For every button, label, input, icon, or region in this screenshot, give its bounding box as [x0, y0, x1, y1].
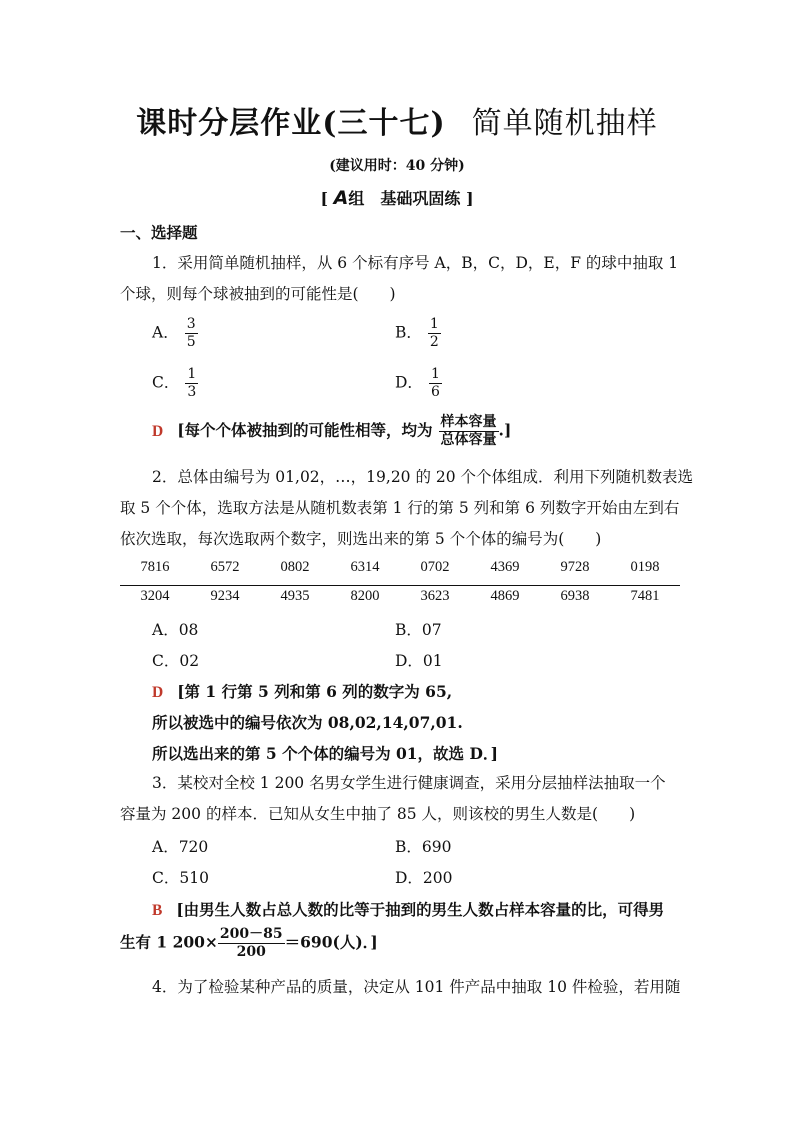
page-title: [0, 98, 794, 142]
table-cell: 4369: [490, 559, 520, 575]
q2-option-c: C．02: [152, 652, 200, 670]
table-cell: 0702: [420, 559, 450, 575]
q1-line1: 1．采用简单随机抽样，从 6 个标有序号 A，B，C，D，E，F 的球中抽取 1: [152, 254, 679, 272]
table-cell: 7481: [630, 588, 660, 604]
group-heading: [ A组 基础巩固练 ]: [320, 187, 474, 209]
q3-line1: 3．某校对全校 1 200 名男女学生进行健康调查，采用分层抽样法抽取一个: [152, 774, 666, 792]
q3-answer: B: [152, 902, 163, 919]
table-cell: 0198: [630, 559, 660, 575]
table-cell: 6314: [350, 559, 380, 575]
table-cell: 8200: [350, 588, 380, 604]
q3-option-b: B．690: [395, 838, 452, 856]
group-badge: A: [333, 187, 349, 209]
table-cell: 4869: [490, 588, 520, 604]
q1-option-c: C． $\frac{1}{3}$: [152, 366, 197, 400]
table-cell: 9728: [560, 559, 590, 575]
q2-explanation-3: 所以选出来的第 5 个个体的编号为 01，故选 D．]: [152, 744, 498, 763]
q1-option-d: D． $\frac{1}{6}$: [395, 366, 440, 400]
q2-explanation-2: 所以被选中的编号依次为 08,02,14,07,01.: [152, 713, 463, 732]
table-cell: 3623: [420, 588, 450, 604]
table-cell: 6572: [210, 559, 240, 575]
table-divider: [120, 585, 680, 586]
q3-option-a: A．720: [152, 838, 209, 856]
table-cell: 4935: [280, 588, 310, 604]
q1-line2: 个球，则每个球被抽到的可能性是( ): [120, 285, 396, 303]
q1-explanation: D [每个个体被抽到的可能性相等，均为 $\frac{\text{样本容量}}{\text{总体容量}}$ .]: [152, 414, 512, 448]
time-hint: (建议用时：40 分钟): [329, 158, 465, 174]
q3-line2: 容量为 200 的样本．已知从女生中抽了 85 人，则该校的男生人数是( ): [120, 805, 636, 823]
q1-option-b: B． $\frac{1}{2}$: [395, 316, 439, 350]
q2-line3: 依次选取，每次选取两个数字，则选出来的第 5 个个体的编号为( ): [120, 530, 602, 548]
q2-option-a: A．08: [152, 621, 199, 639]
table-cell: 7816: [140, 559, 170, 575]
q3-explanation-2: 生有 1 200× $\frac{200-85}{200}$ ＝690(人)．]: [120, 926, 378, 960]
q3-explanation-1: B [由男生人数占总人数的比等于抽到的男生人数占样本容量的比，可得男: [152, 900, 665, 919]
q3-option-c: C．510: [152, 869, 209, 887]
q2-answer: D: [152, 684, 164, 701]
q3-option-d: D．200: [395, 869, 453, 887]
q1-option-a: A． $\frac{3}{5}$: [152, 316, 196, 350]
q4-line1: 4．为了检验某种产品的质量，决定从 101 件产品中抽取 10 件检验，若用随: [152, 978, 681, 996]
q2-option-d: D．01: [395, 652, 443, 670]
table-cell: 3204: [140, 588, 170, 604]
table-cell: 0802: [280, 559, 310, 575]
q2-explanation-1: D [第 1 行第 5 列和第 6 列的数字为 65,: [152, 682, 453, 701]
table-cell: 6938: [560, 588, 590, 604]
section-heading: 一、选择题: [120, 223, 198, 242]
q2-option-b: B．07: [395, 621, 442, 639]
q2-line1: 2．总体由编号为 01,02，…，19,20 的 20 个个体组成．利用下列随机数表选: [152, 468, 694, 486]
title-main: 课时分层作业(三十七): [136, 106, 446, 141]
group-label: 组 基础巩固练: [348, 189, 461, 208]
title-sub: 简单随机抽样: [471, 106, 658, 141]
table-cell: 9234: [210, 588, 240, 604]
q1-answer: D: [152, 422, 164, 440]
random-table-row1: [120, 559, 680, 576]
q2-line2: 取 5 个个体，选取方法是从随机数表第 1 行的第 5 列和第 6 列数字开始由左到右: [120, 499, 680, 517]
random-table-row2: [120, 588, 680, 605]
